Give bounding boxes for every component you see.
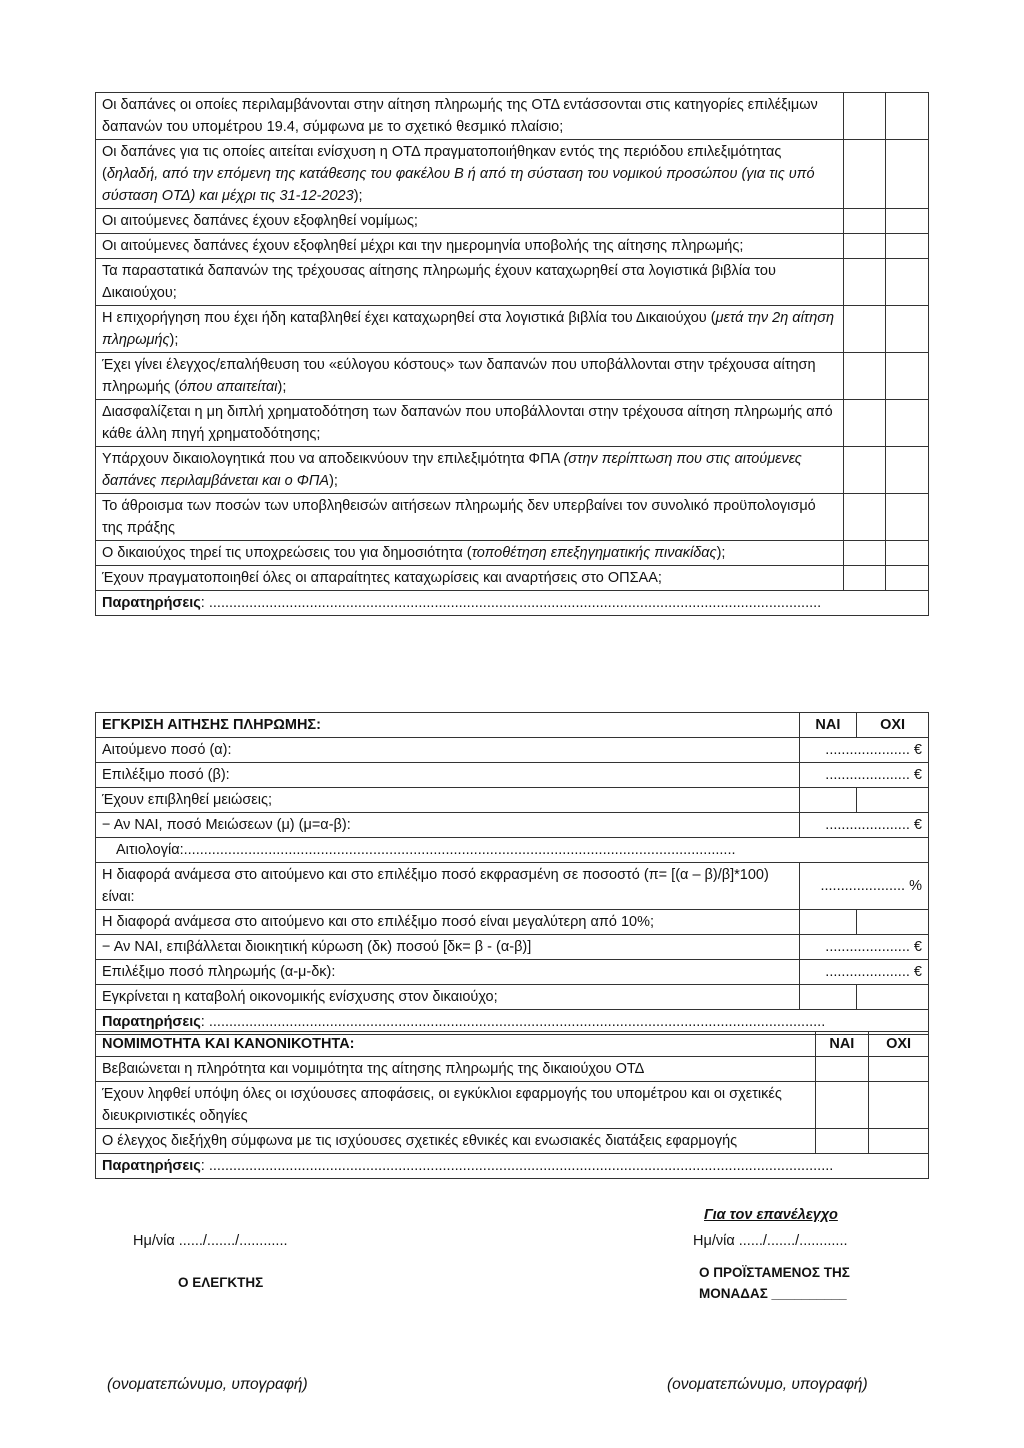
- checklist-question: Οι δαπάνες για τις οποίες αιτείται ενίσχυση η ΟΤΔ πραγματοποιήθηκαν εντός της περιόδου επιλεξιμότητας (δηλαδή, από την επόμενη της κατάθεσης του φακέλου Β ή από τη σύσταση του νομικού προσώπου (για τις υπό σύσταση ΟΤΔ) και μέχρι τις 31-12-2023);: [96, 140, 844, 209]
- checklist-question: Οι αιτούμενες δαπάνες έχουν εξοφληθεί νομίμως;: [96, 209, 844, 234]
- checklist-no-cell[interactable]: [886, 93, 929, 140]
- checklist-remarks[interactable]: Παρατηρήσεις: ........................................................................................................................................................: [96, 591, 929, 616]
- checklist-remarks-row: [96, 591, 929, 616]
- checklist-no-cell[interactable]: [886, 306, 929, 353]
- reductions-yes-cell[interactable]: [799, 788, 857, 813]
- approval-no-header: ΟΧΙ: [857, 713, 929, 738]
- checklist-question: Η επιχορήγηση που έχει ήδη καταβληθεί έχει καταχωρηθεί στα λογιστικά βιβλία του Δικαιούχου (μετά την 2η αίτηση πληρωμής);: [96, 306, 844, 353]
- checklist-row: [96, 306, 929, 353]
- checklist-row: [96, 541, 929, 566]
- checklist-yes-cell[interactable]: [843, 140, 886, 209]
- approval-remarks[interactable]: Παρατηρήσεις: .........................................................................................................................................................: [96, 1010, 929, 1035]
- diff-over-label: Η διαφορά ανάμεσα στο αιτούμενο και στο επιλέξιμο ποσό είναι μεγαλύτερη από 10%;: [96, 910, 800, 935]
- reductions-label: Έχουν επιβληθεί μειώσεις;: [96, 788, 800, 813]
- checklist-yes-cell[interactable]: [843, 234, 886, 259]
- checklist-row: [96, 209, 929, 234]
- checklist-row: [96, 400, 929, 447]
- eligible-payment-field[interactable]: ..................... €: [799, 960, 928, 985]
- date-right-field[interactable]: Ημ/νία ....../......./............: [693, 1233, 848, 1249]
- checklist-table: [95, 92, 929, 616]
- checklist-yes-cell[interactable]: [843, 566, 886, 591]
- legality-yes-cell[interactable]: [815, 1082, 869, 1129]
- legality-no-cell[interactable]: [869, 1129, 929, 1154]
- approve-payment-label: Εγκρίνεται η καταβολή οικονομικής ενίσχυσης στον δικαιούχο;: [96, 985, 800, 1010]
- legality-no-cell[interactable]: [869, 1057, 929, 1082]
- checklist-yes-cell[interactable]: [843, 209, 886, 234]
- legality-remarks[interactable]: Παρατηρήσεις: ...........................................................................................................................................................: [96, 1154, 929, 1179]
- reductions-no-cell[interactable]: [857, 788, 929, 813]
- checklist-no-cell[interactable]: [886, 447, 929, 494]
- approval-yes-header: ΝΑΙ: [799, 713, 857, 738]
- checklist-no-cell[interactable]: [886, 353, 929, 400]
- checklist-question: Υπάρχουν δικαιολογητικά που να αποδεικνύουν την επιλεξιμότητα ΦΠΑ (στην περίπτωση που στις αιτούμενες δαπάνες περιλαμβάνεται και ο ΦΠΑ);: [96, 447, 844, 494]
- legality-yes-header: ΝΑΙ: [815, 1032, 869, 1057]
- checklist-yes-cell[interactable]: [843, 400, 886, 447]
- reductions-amount-field[interactable]: ..................... €: [799, 813, 928, 838]
- checklist-question: Διασφαλίζεται η μη διπλή χρηματοδότηση των δαπανών που υποβάλλονται στην τρέχουσα αίτηση πληρωμής από κάθε άλλη πηγή χρηματοδότησης;: [96, 400, 844, 447]
- approve-payment-no-cell[interactable]: [857, 985, 929, 1010]
- checklist-question: Έχει γίνει έλεγχος/επαλήθευση του «εύλογου κόστους» των δαπανών που υποβάλλονται στην τρέχουσα αίτηση πληρωμής (όπου απαιτείται);: [96, 353, 844, 400]
- head-title-line1: Ο ΠΡΟΪΣΤΑΜΕΝΟΣ ΤΗΣ: [699, 1265, 850, 1280]
- legality-row: Βεβαιώνεται η πληρότητα και νομιμότητα της αίτησης πληρωμής της δικαιούχου ΟΤΔ: [96, 1057, 816, 1082]
- reductions-amount-label: − Αν ΝΑΙ, ποσό Μειώσεων (μ) (μ=α-β):: [96, 813, 800, 838]
- legality-table: [95, 1031, 929, 1179]
- approval-title: ΕΓΚΡΙΣΗ ΑΙΤΗΣΗΣ ΠΛΗΡΩΜΗΣ:: [96, 713, 800, 738]
- requested-amount-label: Αιτούμενο ποσό (α):: [96, 738, 800, 763]
- checklist-no-cell[interactable]: [886, 234, 929, 259]
- checklist-row: [96, 494, 929, 541]
- checklist-yes-cell[interactable]: [843, 259, 886, 306]
- checklist-no-cell[interactable]: [886, 494, 929, 541]
- diff-percent-label: Η διαφορά ανάμεσα στο αιτούμενο και στο επιλέξιμο ποσό εκφρασμένη σε ποσοστό (π= [(α – β)/β]*100) είναι:: [96, 863, 800, 910]
- checklist-no-cell[interactable]: [886, 209, 929, 234]
- checklist-question: Οι αιτούμενες δαπάνες έχουν εξοφληθεί μέχρι και την ημερομηνία υποβολής της αίτησης πληρωμής;: [96, 234, 844, 259]
- diff-over-no-cell[interactable]: [857, 910, 929, 935]
- checklist-no-cell[interactable]: [886, 259, 929, 306]
- diff-over-yes-cell[interactable]: [799, 910, 857, 935]
- checklist-question: Ο δικαιούχος τηρεί τις υποχρεώσεις του για δημοσιότητα (τοποθέτηση επεξηγηματικής πινακίδας);: [96, 541, 844, 566]
- requested-amount-field[interactable]: ..................... €: [799, 738, 928, 763]
- checklist-row: [96, 447, 929, 494]
- checklist-yes-cell[interactable]: [843, 353, 886, 400]
- checklist-no-cell[interactable]: [886, 566, 929, 591]
- checklist-row: [96, 566, 929, 591]
- legality-row: Έχουν ληφθεί υπόψη όλες οι ισχύουσες αποφάσεις, οι εγκύκλιοι εφαρμογής του υπομέτρου και οι σχετικές διευκρινιστικές οδηγίες: [96, 1082, 816, 1129]
- checklist-question: Έχουν πραγματοποιηθεί όλες οι απαραίτητες καταχωρίσεις και αναρτήσεις στο ΟΠΣΑΑ;: [96, 566, 844, 591]
- inspector-title: Ο ΕΛΕΓΚΤΗΣ: [178, 1275, 264, 1290]
- penalty-label: − Αν ΝΑΙ, επιβάλλεται διοικητική κύρωση (δκ) ποσού [δκ= β - (α-β)]: [96, 935, 800, 960]
- checklist-yes-cell[interactable]: [843, 447, 886, 494]
- checklist-question: Τα παραστατικά δαπανών της τρέχουσας αίτησης πληρωμής έχουν καταχωρηθεί στα λογιστικά βιβλία του Δικαιούχου;: [96, 259, 844, 306]
- justification-field[interactable]: Αιτιολογία:.........................................................................................................................................: [96, 838, 929, 863]
- checklist-yes-cell[interactable]: [843, 306, 886, 353]
- eligible-amount-field[interactable]: ..................... €: [799, 763, 928, 788]
- signature-left: (ονοματεπώνυμο, υπογραφή): [107, 1376, 308, 1393]
- legality-title: ΝΟΜΙΜΟΤΗΤΑ ΚΑΙ ΚΑΝΟΝΙΚΟΤΗΤΑ:: [96, 1032, 816, 1057]
- checklist-yes-cell[interactable]: [843, 494, 886, 541]
- approval-table: [95, 712, 929, 1035]
- legality-row: Ο έλεγχος διεξήχθη σύμφωνα με τις ισχύουσες σχετικές εθνικές και ενωσιακές διατάξεις εφαρμογής: [96, 1129, 816, 1154]
- checklist-yes-cell[interactable]: [843, 541, 886, 566]
- legality-no-cell[interactable]: [869, 1082, 929, 1129]
- checklist-no-cell[interactable]: [886, 541, 929, 566]
- legality-no-header: ΟΧΙ: [869, 1032, 929, 1057]
- legality-yes-cell[interactable]: [815, 1129, 869, 1154]
- diff-percent-field[interactable]: ..................... %: [799, 863, 928, 910]
- checklist-row: [96, 353, 929, 400]
- recheck-heading: Για τον επανέλεγχο: [704, 1207, 838, 1223]
- eligible-amount-label: Επιλέξιμο ποσό (β):: [96, 763, 800, 788]
- penalty-amount-field[interactable]: ..................... €: [799, 935, 928, 960]
- checklist-question: Οι δαπάνες οι οποίες περιλαμβάνονται στην αίτηση πληρωμής της ΟΤΔ εντάσσονται στις κατηγορίες επιλέξιμων δαπανών του υπομέτρου 19.4, σύμφωνα με το σχετικό θεσμικό πλαίσιο;: [96, 93, 844, 140]
- checklist-question: Το άθροισμα των ποσών των υποβληθεισών αιτήσεων πληρωμής δεν υπερβαίνει τον συνολικό προϋπολογισμό της πράξης: [96, 494, 844, 541]
- checklist-row: [96, 234, 929, 259]
- checklist-yes-cell[interactable]: [843, 93, 886, 140]
- eligible-payment-label: Επιλέξιμο ποσό πληρωμής (α-μ-δκ):: [96, 960, 800, 985]
- checklist-no-cell[interactable]: [886, 140, 929, 209]
- legality-yes-cell[interactable]: [815, 1057, 869, 1082]
- signature-right: (ονοματεπώνυμο, υπογραφή): [667, 1376, 868, 1393]
- checklist-row: [96, 259, 929, 306]
- checklist-row: [96, 140, 929, 209]
- checklist-no-cell[interactable]: [886, 400, 929, 447]
- checklist-row: [96, 93, 929, 140]
- date-left-field[interactable]: Ημ/νία ....../......./............: [133, 1233, 288, 1249]
- approve-payment-yes-cell[interactable]: [799, 985, 857, 1010]
- head-title-line2: ΜΟΝΑΔΑΣ __________: [699, 1286, 847, 1301]
